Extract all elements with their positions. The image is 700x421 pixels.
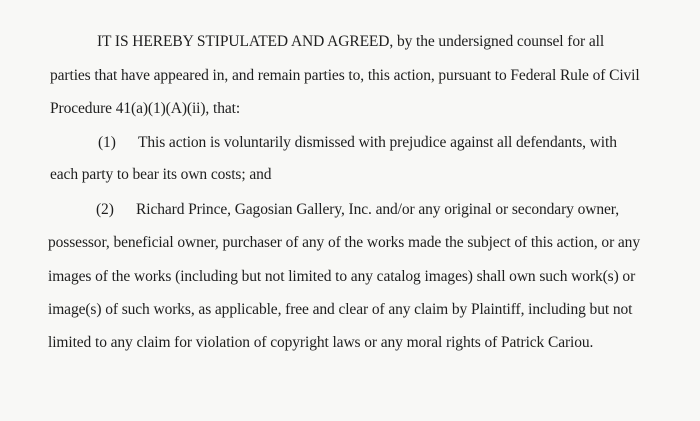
item1-line2: each party to bear its own costs; and — [50, 166, 272, 183]
item2-line4: image(s) of such works, as applicable, free and clear of any claim by Plaintiff, including but not — [48, 301, 633, 318]
item2-line3: images of the works (including but not limited to any catalog images) shall own such work(s) or — [48, 268, 636, 285]
para1-line3: Procedure 41(a)(1)(A)(ii), that: — [50, 100, 241, 117]
item1-line1 — [98, 133, 617, 153]
item1-number: (1) — [98, 134, 116, 151]
item1-text: This action is voluntarily dismissed with prejudice against all defendants, with — [138, 134, 617, 151]
item2-line5: limited to any claim for violation of copyright laws or any moral rights of Patrick Cariou. — [48, 334, 594, 351]
item2-line1 — [96, 200, 619, 220]
item2-number: (2) — [96, 201, 114, 218]
para1-line1: IT IS HEREBY STIPULATED AND AGREED, by the undersigned counsel for all — [97, 33, 605, 50]
item2-line2: possessor, beneficial owner, purchaser of any of the works made the subject of this action, or any — [48, 234, 640, 251]
item2-text: Richard Prince, Gagosian Gallery, Inc. and/or any original or secondary owner, — [136, 201, 619, 218]
para1-line2: parties that have appeared in, and remain parties to, this action, pursuant to Federal Rule of Civil — [50, 67, 640, 84]
